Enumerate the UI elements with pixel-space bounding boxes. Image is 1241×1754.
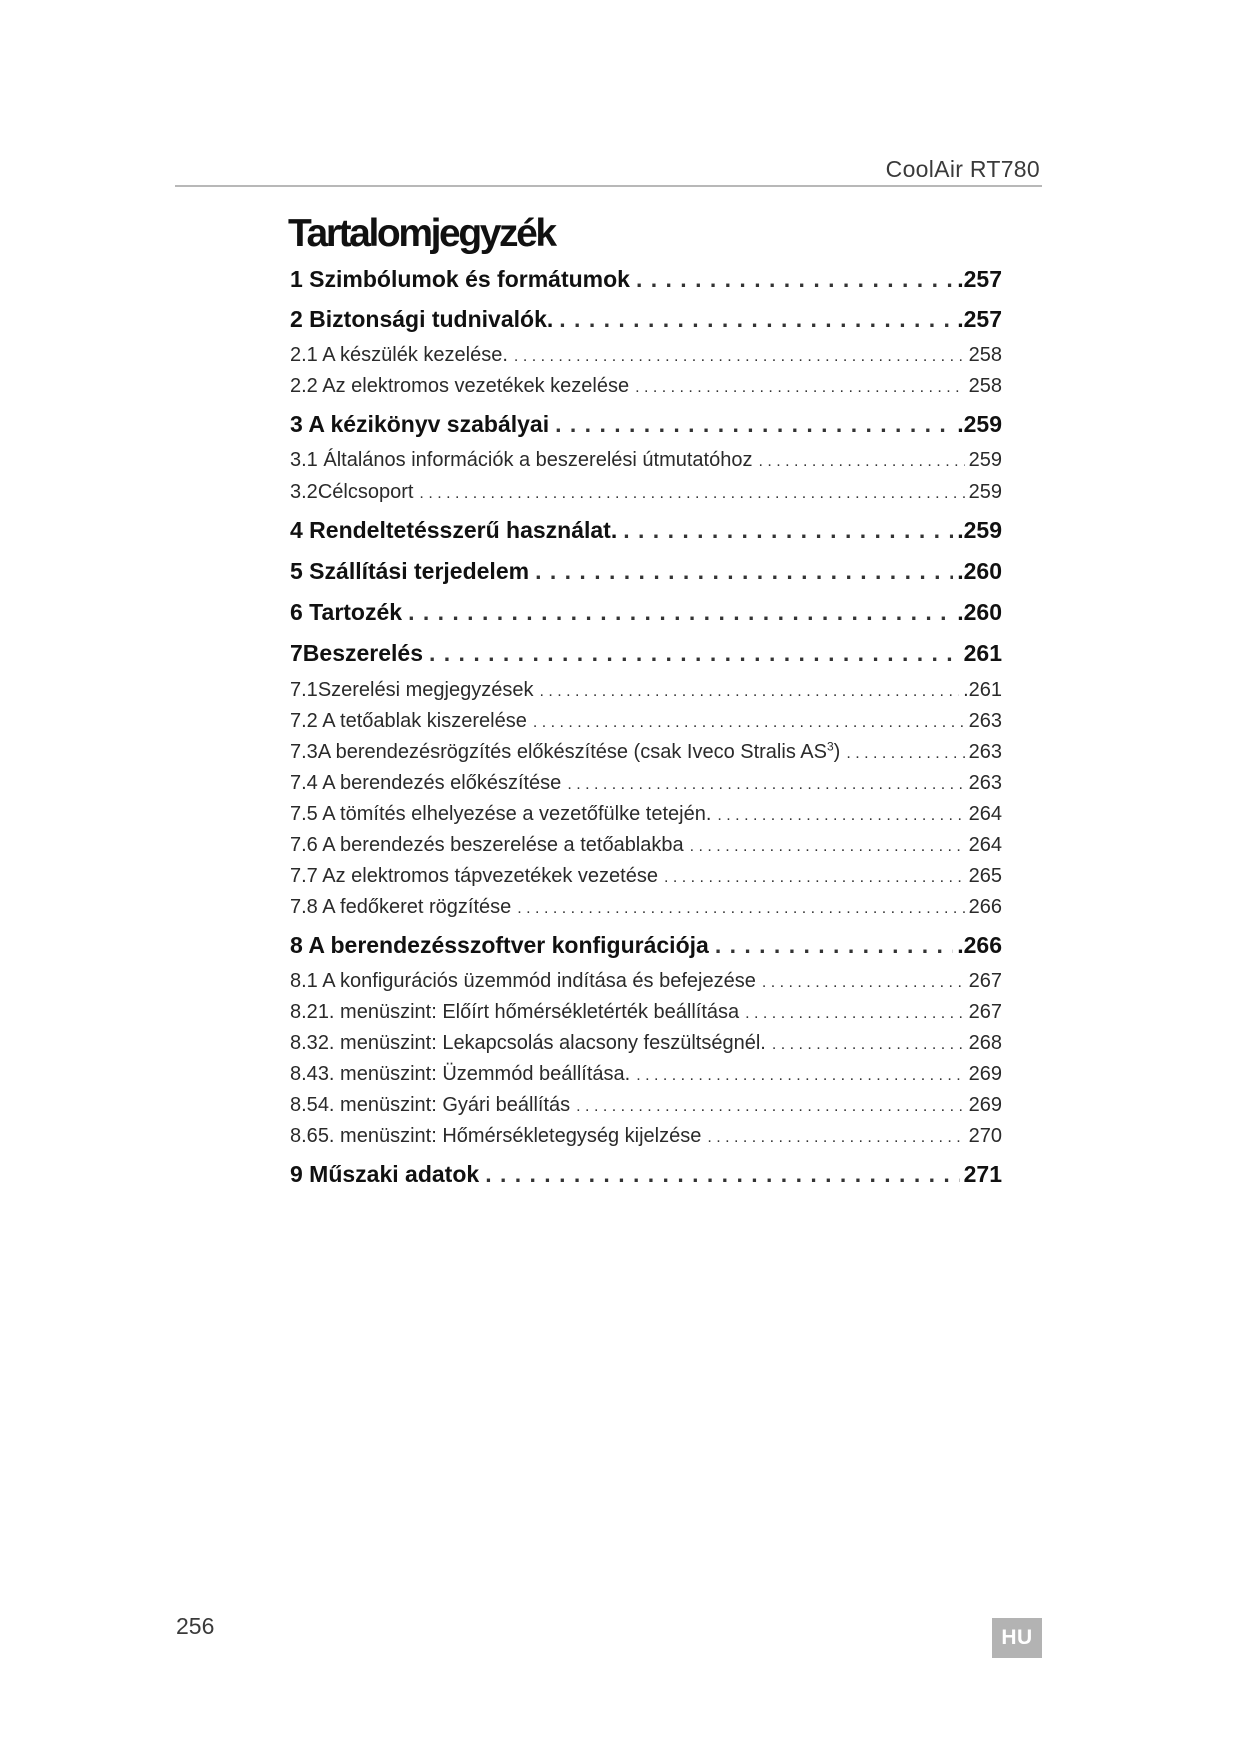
toc-entry-page: 270 (968, 1125, 1002, 1147)
toc-leader-dots (745, 1005, 965, 1023)
toc-entry-7-8[interactable] (290, 896, 1002, 919)
toc-entry-label: 7.2 A tetőablak kiszerelése (290, 710, 527, 732)
toc-leader-dots (758, 453, 964, 471)
toc-leader-dots (772, 1036, 965, 1054)
toc-entry-7-3[interactable] (290, 741, 1002, 764)
toc-entry-7-5[interactable] (290, 803, 1002, 826)
toc-entry-label: 4. menüszint: Gyári beállítás (317, 1094, 571, 1116)
toc-entry-page: .259 (957, 411, 1002, 437)
toc-entry-3-2[interactable] (290, 481, 1002, 504)
toc-entry-label: 7.8 A fedőkeret rögzítése (290, 896, 512, 918)
toc-leader-dots (567, 776, 964, 794)
toc-entry-page: 264 (968, 803, 1002, 825)
toc-entry-7-1[interactable] (290, 679, 1002, 702)
toc-entry-label: 8.1 A konfigurációs üzemmód indítása és befejezése (290, 970, 756, 992)
toc-entry-label-text: A berendezésrögzítés előkészítése (csak Iveco Stralis AS (317, 741, 827, 763)
toc-entry-8-2[interactable] (290, 1001, 1002, 1024)
toc-leader-dots (636, 1067, 964, 1085)
toc-entry-number: 3.2 (290, 481, 318, 503)
toc-entry-9[interactable] (290, 1161, 1002, 1188)
toc-entry-label: 2.2 Az elektromos vezetékek kezelése (290, 375, 630, 397)
toc-leader-dots (690, 838, 965, 856)
toc-leader-dots (419, 485, 964, 503)
toc-entry-7[interactable] (290, 640, 1002, 667)
toc-entry-label (318, 741, 841, 764)
toc-leader-dots (707, 1129, 964, 1147)
toc-leader-dots (517, 900, 964, 918)
toc-entry-label: 8 A berendezésszoftver konfigurációja (290, 932, 709, 958)
toc-entry-number: 8.4 (290, 1063, 318, 1085)
toc-entry-page: 263 (968, 741, 1002, 763)
page-number: 256 (176, 1613, 215, 1639)
toc-entry-page: .257 (957, 306, 1002, 332)
toc-leader-dots (717, 807, 964, 825)
toc-leader-dots (429, 640, 960, 667)
toc-entry-label: 7.7 Az elektromos tápvezetékek vezetése (290, 865, 658, 887)
toc-entry-6[interactable] (290, 599, 1002, 626)
toc-leader-dots (576, 1098, 964, 1116)
toc-leader-dots (408, 599, 953, 626)
toc-entry-page: 263 (968, 710, 1002, 732)
toc-entry-label: 3 A kézikönyv szabályai (290, 411, 550, 437)
toc-entry-2[interactable] (290, 306, 1002, 333)
toc-entry-label: 9 Műszaki adatok (290, 1161, 480, 1187)
header-product-name: CoolAir RT780 (885, 156, 1040, 182)
toc-entry-3-1[interactable] (290, 449, 1002, 472)
toc-entry-2-2[interactable] (290, 375, 1002, 398)
toc-entry-8-3[interactable] (290, 1032, 1002, 1055)
toc-entry-7-6[interactable] (290, 834, 1002, 857)
toc-entry-7-4[interactable] (290, 772, 1002, 795)
toc-leader-dots (533, 714, 965, 732)
superscript: 3 (826, 739, 834, 754)
toc-leader-dots (715, 932, 953, 959)
toc-entry-label: 7.4 A berendezés előkészítése (290, 772, 562, 794)
toc-entry-page: 267 (968, 970, 1002, 992)
toc-entry-page: 263 (968, 772, 1002, 794)
toc-entry-label: 6 Tartozék (290, 599, 403, 625)
toc-leader-dots (635, 379, 965, 397)
toc-entry-label: 5. menüszint: Hőmérsékletegység kijelzése (317, 1125, 702, 1147)
toc-leader-dots (535, 558, 953, 585)
toc-entry-page: 259 (968, 481, 1002, 503)
toc-entry-7-7[interactable] (290, 865, 1002, 888)
toc-entry-label: Szerelési megjegyzések (317, 679, 534, 701)
toc-entry-label: 5 Szállítási terjedelem (290, 558, 530, 584)
toc-entry-page: 269 (968, 1063, 1002, 1085)
toc-entry-page: 271 (963, 1161, 1002, 1187)
toc-entry-7-2[interactable] (290, 710, 1002, 733)
toc-leader-dots (664, 869, 965, 887)
toc-entry-label: Beszerelés (302, 640, 423, 666)
toc-entry-page: .257 (957, 266, 1002, 292)
toc-leader-dots (559, 306, 953, 333)
toc-entry-page: 268 (968, 1032, 1002, 1054)
toc-leader-dots (623, 517, 953, 544)
toc-entry-page: 267 (968, 1001, 1002, 1023)
toc-entry-label: Célcsoport (317, 481, 414, 503)
header-divider (175, 185, 1042, 187)
toc-entry-label: 1. menüszint: Előírt hőmérsékletérték beállítása (317, 1001, 740, 1023)
toc-entry-number: 8.2 (290, 1001, 318, 1023)
toc-entry-8-1[interactable] (290, 970, 1002, 993)
toc-entry-number: 7.1 (290, 679, 318, 701)
toc-entry-label-end: ) (833, 741, 841, 763)
toc-entry-number: 7.3 (290, 741, 318, 763)
toc-entry-4[interactable] (290, 517, 1002, 544)
toc-leader-dots (846, 745, 964, 763)
toc-entry-page: .260 (957, 599, 1002, 625)
toc-entry-5[interactable] (290, 558, 1002, 585)
toc-entry-1[interactable] (290, 266, 1002, 293)
toc-leader-dots (636, 266, 953, 293)
toc-entry-2-1[interactable] (290, 344, 1002, 367)
toc-entry-page: 259 (968, 449, 1002, 471)
toc-entry-label: 1 Szimbólumok és formátumok (290, 266, 630, 292)
toc-entry-label: 2.1 A készülék kezelése. (290, 344, 508, 366)
toc-entry-page: .266 (957, 932, 1002, 958)
toc-entry-8-4[interactable] (290, 1063, 1002, 1086)
toc-entry-page: 264 (968, 834, 1002, 856)
toc-entry-8[interactable] (290, 932, 1002, 959)
toc-entry-3[interactable] (290, 411, 1002, 438)
toc-leader-dots (555, 411, 953, 438)
toc-entry-page: .260 (957, 558, 1002, 584)
toc-entry-page: 266 (968, 896, 1002, 918)
toc-leader-dots (485, 1161, 959, 1188)
toc-entry-page: 265 (968, 865, 1002, 887)
toc-title: Tartalomjegyzék (288, 212, 555, 255)
toc-entry-label: 2 Biztonsági tudnivalók. (290, 306, 554, 332)
toc-entry-number: 8.6 (290, 1125, 318, 1147)
toc-entry-label: 7.5 A tömítés elhelyezése a vezetőfülke tetején. (290, 803, 712, 825)
toc-entry-number: 8.3 (290, 1032, 318, 1054)
toc-entry-8-6[interactable] (290, 1125, 1002, 1148)
toc-entry-page: .259 (957, 517, 1002, 543)
toc-entry-page: 269 (968, 1094, 1002, 1116)
toc-entry-page: 261 (963, 640, 1002, 666)
toc-entry-number: 8.5 (290, 1094, 318, 1116)
toc-leader-dots (762, 974, 965, 992)
toc-leader-dots (514, 348, 965, 366)
toc-entry-label: 3. menüszint: Üzemmód beállítása. (317, 1063, 631, 1085)
toc-entry-8-5[interactable] (290, 1094, 1002, 1117)
toc-entry-page: 258 (968, 375, 1002, 397)
language-badge: HU (992, 1618, 1042, 1658)
toc-entry-page: 258 (968, 344, 1002, 366)
toc-entry-label: 3.1 Általános információk a beszerelési útmutatóhoz (290, 449, 753, 471)
toc-entry-page: .261 (963, 679, 1002, 701)
toc-entry-label: 2. menüszint: Lekapcsolás alacsony feszültségnél. (317, 1032, 766, 1054)
toc-entry-label: 7.6 A berendezés beszerelése a tetőablakba (290, 834, 684, 856)
toc-leader-dots (539, 683, 959, 701)
toc-entry-number: 7 (290, 640, 303, 666)
toc-entry-label: 4 Rendeltetésszerű használat. (290, 517, 618, 543)
